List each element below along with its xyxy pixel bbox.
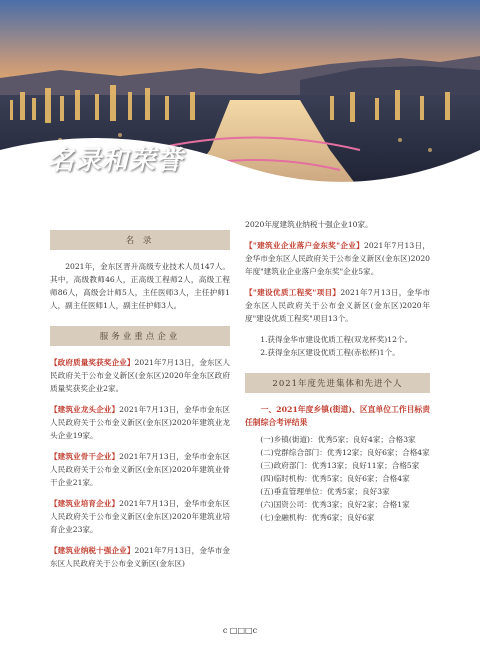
list-item: [50, 497, 230, 536]
result-item: (六)国资公司：优秀3家；良好2家；合格1家: [260, 500, 410, 509]
page-title: 名录和荣誉: [48, 146, 184, 176]
item-text: 2021年7月13日，金华市金东区人民政府关于公布金义新区(金东区)2020年建筑业龙头企业19家。: [50, 405, 230, 440]
item-text: 2021年7月13日，金华市金东区人民政府关于公布金义新区(金东区)2020年建筑业骨干企业21家。: [50, 452, 230, 487]
list-item: [50, 356, 230, 395]
item-tag: 【建筑业骨干企业】: [50, 452, 120, 461]
left-column: [50, 218, 230, 578]
result-item: (七)金融机构：优秀6家；良好6家: [260, 513, 375, 522]
hero-image: [0, 0, 480, 190]
right-column: [245, 218, 430, 524]
result-item: (一)乡镇(街道)：优秀5家；良好4家；合格3家: [260, 435, 416, 444]
item-tag: 【"建筑业企业落户金东奖"企业】: [245, 241, 364, 250]
list-item: [50, 544, 230, 570]
result-item: (四)临时机构：优秀5家；良好6家；合格4家: [260, 474, 410, 483]
award-item: 2.获得金东区建设优质工程(赤松杯)1个。: [260, 348, 400, 357]
item-tag: 【建筑业培育企业】: [50, 499, 120, 508]
section-band: 2021年度先进集体和先进个人: [245, 373, 430, 393]
award-list: [245, 333, 430, 359]
subheading: 一、2021年度乡镇(街道)、区直单位工作目标责任制综合考评结果: [245, 405, 431, 427]
item-text: 2021年7月13日，金华市金东区人民政府关于公布金义新区(金东区)2020年建筑业培育企业23家。: [50, 499, 230, 534]
result-item: (二)党群综合部门：优秀12家；良好6家；合格4家: [260, 448, 430, 457]
item-text: 2021年7月13日，金东区人民政府关于公布金义新区(金东区)2020年金东区政府质量奖获奖企业2家。: [50, 358, 231, 393]
list-item: [245, 286, 430, 325]
intro-paragraph: 2021年，金东区晋升高级专业技术人员147人。其中，高级教师46人，正高级工程师2人，高级工程师86人，高级会计师5人，主任医师3人，主任护师1人，副主任医师1人，副主任护师3人。: [50, 262, 230, 310]
award-item: 1.获得金华市建设优质工程(双龙杯奖)12个。: [260, 335, 413, 344]
item-text: 2021年7月13日，金华市金东区人民政府关于公布金义新区(金东区)2020年度"建设优质工程奖"项目13个。: [245, 288, 430, 323]
item-tag: 【政府质量奖获奖企业】: [50, 358, 135, 367]
page-footer: c □□□c: [222, 626, 258, 635]
section-band: 名 录: [50, 230, 230, 250]
list-item: [245, 239, 430, 278]
item-text: 2021年7月13日，金华市金东区人民政府关于公布金义新区(金东区): [50, 546, 231, 568]
result-item: (五)垂直管理单位：优秀5家；良好3家: [260, 487, 390, 496]
list-item: [50, 403, 230, 442]
results-list: [245, 433, 430, 524]
continued-text: 2020年度建筑业纳税十强企业10家。: [245, 220, 373, 229]
item-text: 2021年7月13日，金华市金东区人民政府关于公布金义新区(金东区)2020年度"建筑业企业落户金东奖"企业5家。: [245, 241, 430, 276]
result-item: (三)政府部门：优秀13家；良好11家；合格5家: [260, 461, 420, 470]
item-tag: 【建筑业纳税十强企业】: [50, 546, 135, 555]
list-item: [50, 450, 230, 489]
item-tag: 【建筑业龙头企业】: [50, 405, 120, 414]
item-tag: 【"建设优质工程奖"项目】: [245, 288, 341, 297]
section-band: 服务业重点企业: [50, 326, 230, 346]
